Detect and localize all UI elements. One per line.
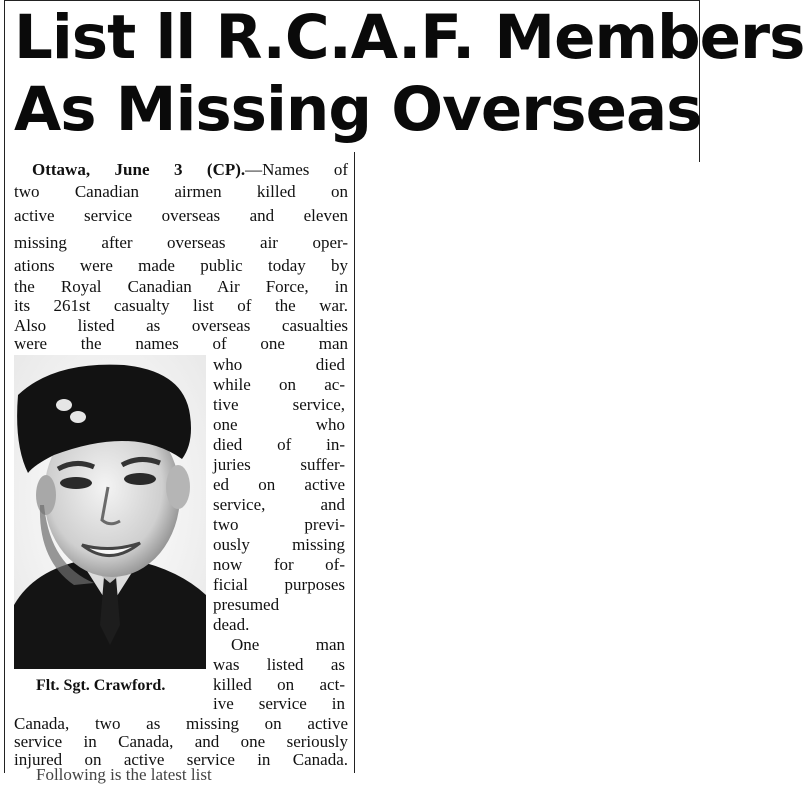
- article-line: two previ-: [213, 515, 345, 534]
- article-line: killed on act-: [213, 675, 345, 694]
- article-line: Also listed as overseas casualties: [14, 316, 348, 335]
- article-line: ficial purposes: [213, 575, 345, 594]
- border-left: [4, 0, 5, 773]
- article-line: service, and: [213, 495, 345, 514]
- article-line: now for of-: [213, 555, 345, 574]
- truncated-line: Following is the latest list: [36, 765, 212, 784]
- headline: [14, 2, 804, 146]
- article-line: injured on active service in Canada.: [14, 750, 348, 769]
- article-line: dead.: [213, 615, 250, 634]
- article-line: ed on active: [213, 475, 345, 494]
- article-line-text: —Names of: [245, 160, 348, 179]
- article-line: juries suffer-: [213, 455, 345, 474]
- article-line: service in Canada, and one seriously: [14, 732, 348, 751]
- dateline: Ottawa, June 3 (CP).: [32, 160, 246, 179]
- article-line: tive service,: [213, 395, 345, 414]
- article-line: its 261st casualty list of the war.: [14, 296, 348, 315]
- portrait-image: [14, 355, 206, 669]
- article-line: presumed: [213, 595, 280, 614]
- border-top: [4, 0, 700, 1]
- article-line: the Royal Canadian Air Force, in: [14, 277, 348, 296]
- article-line: one who: [213, 415, 345, 434]
- article-line: missing after overseas air oper-: [14, 233, 348, 252]
- article-line: was listed as: [213, 655, 345, 674]
- photo-caption: Flt. Sgt. Crawford.: [36, 677, 166, 694]
- article-line: ive service in: [213, 694, 345, 713]
- portrait-photo: [14, 355, 206, 669]
- article-line: while on ac-: [213, 375, 345, 394]
- column-rule: [354, 152, 355, 773]
- article-line: [14, 160, 348, 179]
- headline-line-2: As Missing Overseas: [14, 74, 702, 145]
- article-line: ously missing: [213, 535, 345, 554]
- headline-line-1: List ll R.C.A.F. Members: [14, 2, 804, 73]
- article-line: who died: [213, 355, 345, 374]
- article-line: active service overseas and eleven: [14, 206, 348, 225]
- article-line: One man: [231, 635, 345, 654]
- article-line: two Canadian airmen killed on: [14, 182, 348, 201]
- article-line: died of in-: [213, 435, 345, 454]
- article-line: ations were made public today by: [14, 256, 348, 275]
- article-line: were the names of one man: [14, 334, 348, 353]
- article-line: Canada, two as missing on active: [14, 714, 348, 733]
